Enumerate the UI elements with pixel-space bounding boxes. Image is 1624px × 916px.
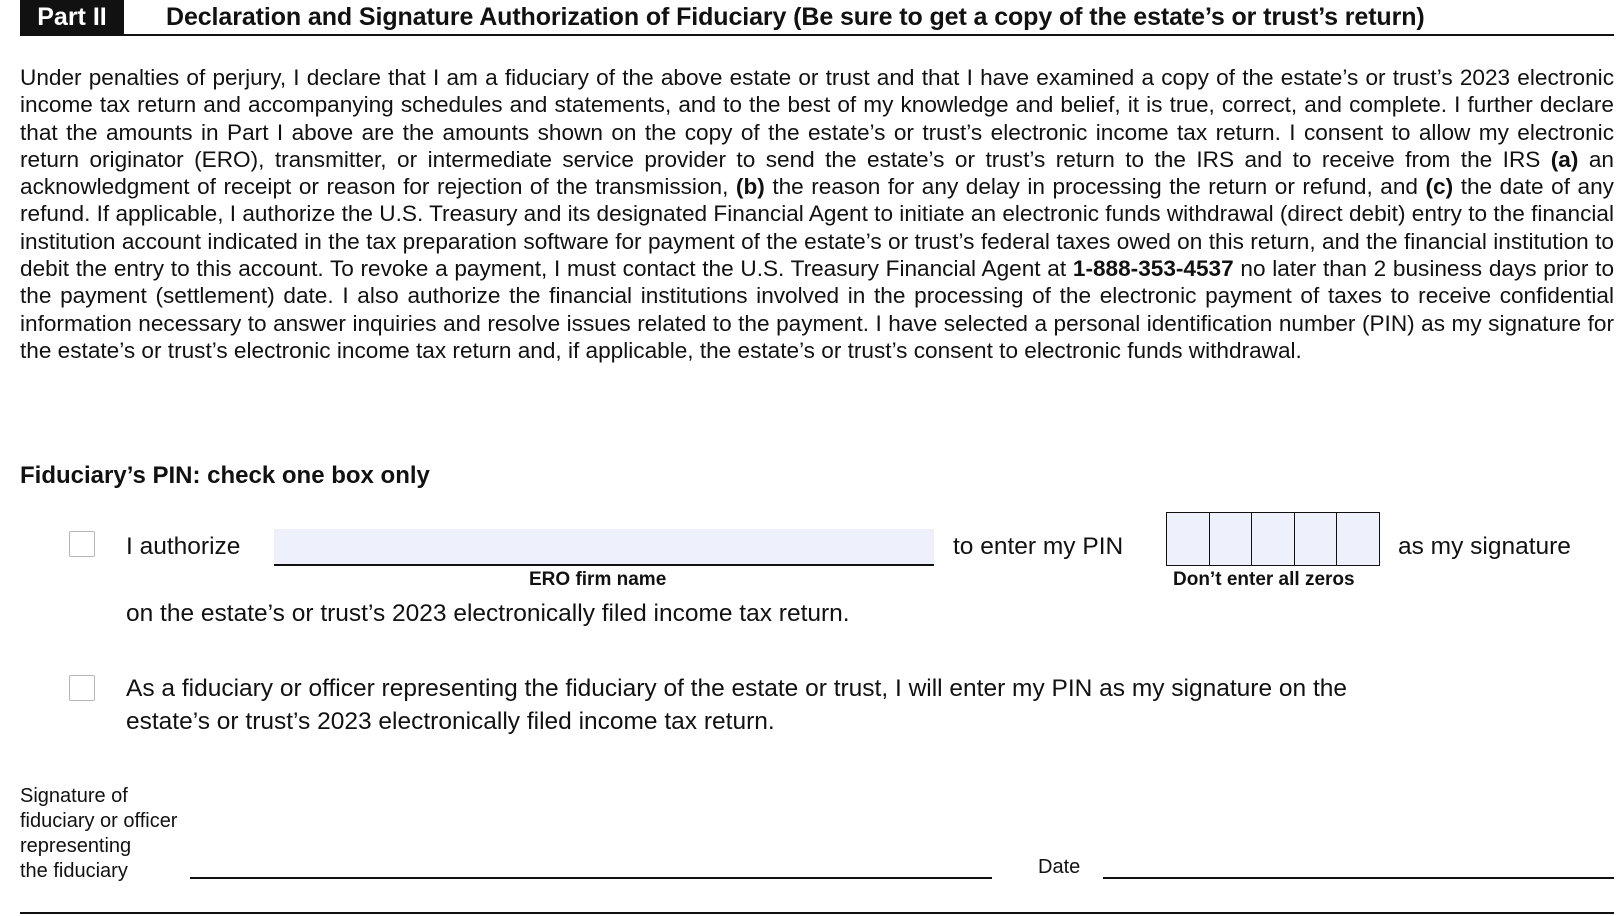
signature-label-line-1: Signature of [20, 785, 128, 807]
pin-entry-boxes [1166, 512, 1380, 566]
option2-line2-text: estate’s or trust’s 2023 electronically filed income tax return. [126, 708, 775, 735]
header-rule [20, 34, 1614, 36]
signature-line[interactable] [190, 877, 992, 879]
treasury-phone-number: 1-888-353-4537 [1072, 256, 1234, 282]
declaration-text-1: Under penalties of perjury, I declare that I am a fiduciary of the above estate or trust and that I have examined a copy of the estate’s or trust’s 2023 electronic income tax return and accompanying schedules and statements, and to the best of my knowledge and belief, it is true, correct, and complete. I further declare that the amounts in Part I above are the amounts shown on the copy of the estate’s or trust’s electronic income tax return. I consent to allow my electronic return originator (ERO), transmitter, or intermediate service provider to send the estate’s or trust’s return to the IRS and to receive from the IRS [20, 65, 1614, 172]
authorize-ero-checkbox[interactable] [69, 531, 95, 557]
clause-c-label: (c) [1425, 174, 1454, 200]
signature-label [20, 784, 200, 884]
signature-label-line-2: fiduciary or officer [20, 810, 178, 832]
pin-digit-5[interactable] [1337, 513, 1379, 565]
option1-middle-text: to enter my PIN [953, 533, 1124, 560]
ero-firm-name-input[interactable] [274, 529, 934, 566]
declaration-text-2: an acknowledgment of receipt or reason for rejection of the transmission, [20, 146, 1614, 200]
pin-section-heading: Fiduciary’s PIN: check one box only [20, 462, 430, 489]
declaration-paragraph [20, 64, 1614, 364]
date-line[interactable] [1103, 877, 1614, 879]
pin-digit-2[interactable] [1210, 513, 1253, 565]
option1-suffix-text: as my signature [1398, 533, 1571, 560]
option1-prefix-text: I authorize [126, 533, 241, 560]
ero-firm-name-caption: ERO firm name [529, 569, 667, 590]
clause-b-label: (b) [735, 174, 765, 200]
part-label: Part II [20, 0, 124, 34]
option1-line2-text: on the estate’s or trust’s 2023 electronically filed income tax return. [126, 600, 850, 627]
pin-digit-4[interactable] [1295, 513, 1338, 565]
pin-digit-1[interactable] [1167, 513, 1210, 565]
part-title: Declaration and Signature Authorization of Fiduciary (Be sure to get a copy of the estate’s or trust’s return) [166, 3, 1425, 31]
option2-line1-text: As a fiduciary or officer representing the fiduciary of the estate or trust, I will enter my PIN as my signature on the [126, 675, 1348, 702]
declaration-text-3: the reason for any delay in processing the return or refund, and [772, 174, 1418, 200]
pin-caption: Don’t enter all zeros [1173, 569, 1355, 590]
bottom-rule [20, 912, 1614, 914]
signature-label-line-4: the fiduciary [20, 860, 128, 882]
declaration-text-4: the date of any refund. If applicable, I authorize the U.S. Treasury and its designated Financial Agent to initiate an electronic funds withdrawal (direct debit) entry to the financial institution account indicated in the tax preparation software for payment of the estate’s or trust’s federal taxes owed on this return, and the financial institution to debit the entry to this account. To revoke a payment, I must contact the U.S. Treasury Financial Agent at [20, 174, 1614, 282]
signature-label-line-3: representing [20, 835, 132, 857]
date-label: Date [1038, 856, 1081, 878]
declaration-text-5: no later than 2 business days prior to the payment (settlement) date. I also authorize the financial institutions involved in the processing of the electronic payment of taxes to receive confidential information necessary to answer inquiries and resolve issues related to the payment. I have selected a personal identification number (PIN) as my signature for the estate’s or trust’s electronic income tax return and, if applicable, the estate’s or trust’s consent to electronic funds withdrawal. [20, 256, 1615, 363]
pin-digit-3[interactable] [1252, 513, 1295, 565]
self-enter-pin-checkbox[interactable] [69, 675, 95, 701]
clause-a-label: (a) [1550, 146, 1579, 172]
